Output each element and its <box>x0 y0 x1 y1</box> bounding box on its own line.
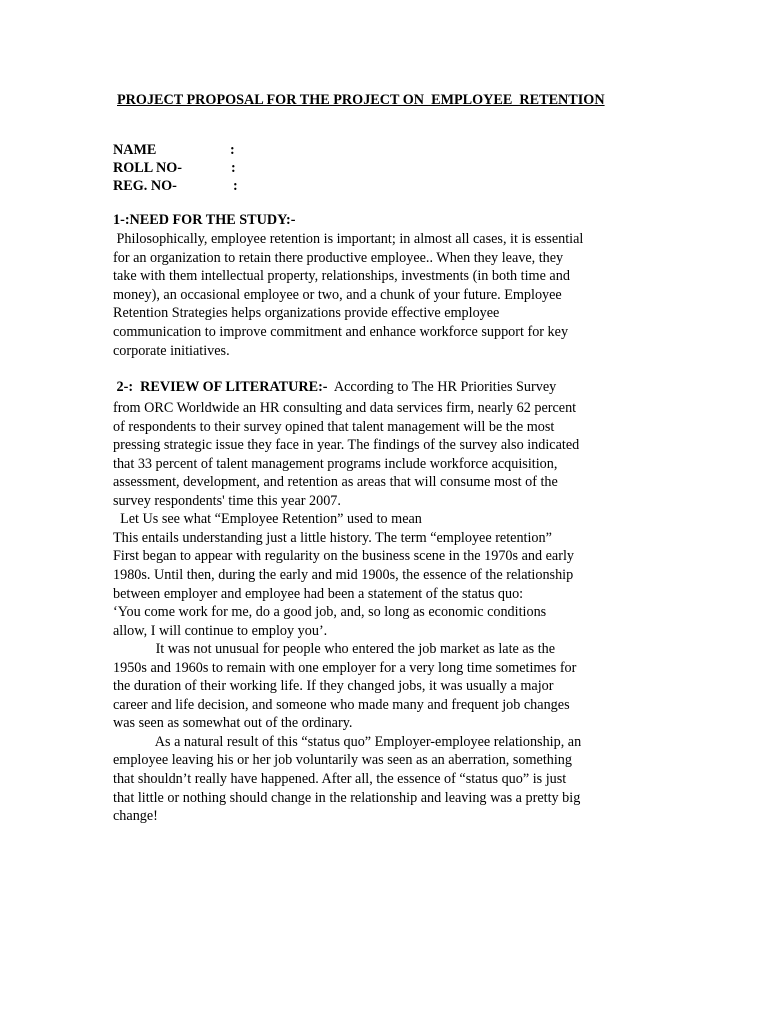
reg-no-label: REG. NO- <box>113 178 177 194</box>
section2-heading: 2-: REVIEW OF LITERATURE:- <box>113 379 328 395</box>
section2-line: survey respondents' time this year 2007. <box>113 492 341 509</box>
roll-no-label: ROLL NO- <box>113 160 182 176</box>
section1-line: corporate initiatives. <box>113 342 230 359</box>
section2-line: between employer and employee had been a statement of the status quo: <box>113 585 524 602</box>
section1-line: Philosophically, employee retention is important; in almost all cases, it is essential <box>113 231 584 247</box>
section2-line: 1980s. Until then, during the early and mid 1900s, the essence of the relationship <box>113 566 574 583</box>
section2-line: This entails understanding just a little history. The term “employee retention” <box>113 529 552 546</box>
section2-heading-tail: According to The HR Priorities Survey <box>327 379 557 395</box>
section2-line: First began to appear with regularity on the business scene in the 1970s and early <box>113 548 574 565</box>
section2-line: the duration of their working life. If they changed jobs, it was usually a major <box>113 678 554 695</box>
section2-line: allow, I will continue to employ you’. <box>113 622 328 639</box>
section2-line: from ORC Worldwide an HR consulting and data services firm, nearly 62 percent <box>113 400 577 416</box>
section1-line: money), an occasional employee or two, and a chunk of your future. Employee <box>113 286 562 303</box>
name-colon: : <box>230 142 235 158</box>
section1-line: communication to improve commitment and enhance workforce support for key <box>113 324 569 340</box>
section2-heading-line <box>113 378 556 397</box>
section2-line: employee leaving his or her job voluntarily was seen as an aberration, something <box>113 752 572 769</box>
section2-line: ‘You come work for me, do a good job, and, so long as economic conditions <box>113 604 547 621</box>
section2-line: 1950s and 1960s to remain with one employer for a very long time sometimes for <box>113 659 577 676</box>
section1-line: Retention Strategies helps organizations provide effective employee <box>113 305 500 322</box>
section2-line: that little or nothing should change in the relationship and leaving was a pretty big <box>113 789 581 806</box>
roll-no-colon: : <box>231 160 236 176</box>
section2-line: pressing strategic issue they face in year. The findings of the survey also indicated <box>113 437 580 454</box>
reg-no-colon: : <box>233 178 238 194</box>
section2-line: career and life decision, and someone who made many and frequent job changes <box>113 696 570 713</box>
section1-line: for an organization to retain there productive employee.. When they leave, they <box>113 249 564 266</box>
section1-line: take with them intellectual property, relationships, investments (in both time and <box>113 268 570 285</box>
name-label: NAME <box>113 142 157 158</box>
section2-line: that shouldn’t really have happened. After all, the essence of “status quo” is just <box>113 771 567 787</box>
section2-line: Let Us see what “Employee Retention” used to mean <box>113 511 422 528</box>
section2-line: change! <box>113 808 158 825</box>
section2-line: was seen as somewhat out of the ordinary. <box>113 715 353 732</box>
section2-line: assessment, development, and retention as areas that will consume most of the <box>113 474 558 491</box>
section2-line: of respondents to their survey opined that talent management will be the most <box>113 418 555 435</box>
section1-heading: 1-:NEED FOR THE STUDY:- <box>113 212 296 228</box>
page-title: PROJECT PROPOSAL FOR THE PROJECT ON EMPLOYEE RETENTION <box>117 92 605 108</box>
section2-line: that 33 percent of talent management programs include workforce acquisition, <box>113 455 558 472</box>
section2-line: It was not unusual for people who entered the job market as late as the <box>113 641 556 658</box>
section2-line: As a natural result of this “status quo” Employer-employee relationship, an <box>113 733 582 750</box>
